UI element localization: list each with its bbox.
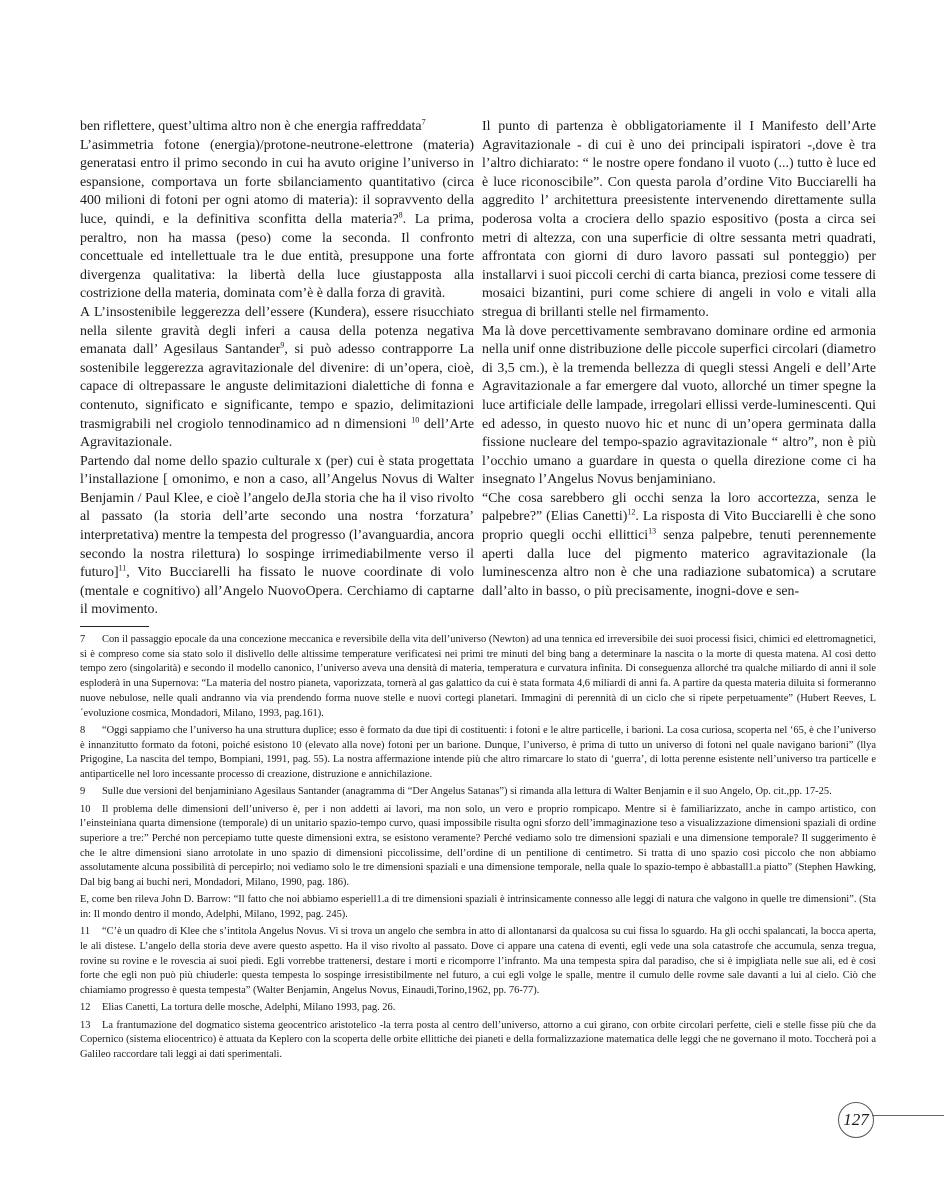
footnote: 10 Il problema delle dimensioni dell’universo è, per i non addetti ai lavori, ma non solo, un vero e proprio rompicapo. Mentre si è familiarizzato, anche in campo artistico, con l’einsteiniana quarta dimensione (temporale) di un unitario spazio-tempo curvo, quasi impossibile risulta ogni sforzo dell’immaginazione teso a visualizzazione dimensioni spaziali di ordine superiore a tre:” Perché non percepiamo tutte queste dimensioni extra, se esistono veramente? Perché vediamo solo tre dimensioni spaziali e una dimensione temporale? Il suggerimento è che le altre dimensioni siano arrotolate in uno spazio di dimensioni piccolissime, dell’ordine di un pentilione di centimetro. Si tratta di uno spazio così piccolo che non abbiamo assolutamente alcuna possibilità di percepirlo; noi vediamo solo le tre dimensioni spaziali e una dimensione temporale, nella quale lo spazio-tempo è abbastall1.a piatto” (Stephen Hawking, Dal big bang ai buchi neri, Mondadori, Milano, 1990, pag. 186).	[80, 803, 876, 889]
page-number-rule	[872, 1115, 944, 1116]
footnote-continuation: E, come ben rileva John D. Barrow: “Il fatto che noi abbiamo esperiell1.a di tre dimensioni spaziali è intrinsicamente connesso alle leggi di natura che valgono in quelle tre dimensioni”. (Sta in: Il mondo dentro il mondo, Adelphi, Milano, 1992, pag. 245).	[80, 894, 876, 921]
footnote-ref[interactable]: 11	[118, 563, 127, 573]
footnote-ref[interactable]: 7	[421, 117, 426, 127]
paragraph: ben riflettere, quest’ultima altro non è che energia raffreddata$^7$	[80, 117, 426, 134]
paragraph: Il punto di partenza è obbligatoriamente il I Manifesto dell’Arte Agravitazionale - di cui è uno dei principali ispiratori -,dove è tra l’altro dichiarato: “ le nostre opere fondano il vuoto (...) tutto è luce ed è luce riconoscibile”. Con questa parola d’ordine Vito Bucciarelli ha aggredito l’ architettura preesistente intervenendo direttamente sulla poderosa volta a crociera dello spazio espositivo (posta a circa sei metri di altezza, con una superficie di oltre sessanta metri quadrati, affrontata con giorni di duro lavoro passati sul ponteggio) per installarvi i suoi piccoli cerchi di carta bianca, preziosi come tessere di mosaici bizantini, puri come schiere di angeli in volo e vitali alla stregua di brillanti stelle nel firmamento.	[482, 119, 876, 320]
paragraph: “Che cosa sarebbero gli occhi senza la loro accortezza, senza le palpebre?” (Elias Canetti)$^{12}$. La risposta di Vito Bucciarelli è che sono proprio quegli occhi ellittici$^{13}$ senza palpebre, tenuti perennemente aperti dalla luce del pigmento materico agravitazionale (la luminescenza altro non è che una radiazione subatomica) a scrutare dall’alto in basso, o più precisamente, inogni-dove e sen-	[482, 490, 876, 599]
page-number-badge	[838, 1102, 874, 1138]
footnote-ref[interactable]: 13	[648, 526, 657, 536]
footnote-divider	[80, 626, 149, 627]
left-column	[80, 118, 474, 620]
paragraph: Ma là dove percettivamente sembravano dominare ordine ed armonia nella unif onne distribuzione delle piccole superfici circolari (diametro di 3,5 cm.), è la tremenda bellezza di quegli stessi Angeli e dell’Arte Agravitazionale a far emergere dal vuoto, allorché un timer spegne la luce artificiale delle lampade, irregolari ellissi verde-luminescenti. Qui ed adesso, in questo nuovo hic et nunc di un’opera germinata dalla fissione nucleare del tempo-spazio agravitazionale “ altro”, non è più l’occhio umano a guardare in questa o quella direzione come ci ha insegnato l’Angelus Novus benjaminiano.	[482, 323, 876, 488]
footnote-ref[interactable]: 8	[398, 210, 403, 220]
footnote-number: 10	[80, 803, 91, 815]
footnote-number: 9	[80, 786, 86, 798]
footnote: 9 Sulle due versioni del benjaminiano Agesilaus Santander (anagramma di “Der Angelus Satanas”) si rimanda alla lettura di Walter Benjamin e il suo Angelo, Op. cit.,pp. 17-25.	[80, 785, 876, 800]
paragraph: A L’insostenibile leggerezza dell’essere (Kundera), essere risucchiato nella silente gravità degli inferi a causa della potenza negativa emanata dall’ Agesilaus Santander$^9$, si può adesso contrapporre La sostenibile leggerezza agravitazionale del divenire: di un’opera, cioè, capace di oltrepassare le anguste delimitazioni dialettiche di fonna e contenuto, significato e significante, tempo e spazio, delimitazioni trasmigrabili nel crogiolo tennodinamico ad n dimensioni $^{10}$ dell’Arte Agravitazionale.	[80, 304, 474, 451]
footnotes	[80, 633, 876, 1065]
footnote: 11 “C’è un quadro di Klee che s’intitola Angelus Novus. Vi si trova un angelo che sembra in atto di allontanarsi da qualcosa su cui fissa lo sguardo. Ha gli occhi spalancati, la bocca aperta, le ali distese. L’angelo della storia deve avere questo aspetto. Ha il viso rivolto al passato. Dove ci appare una catena di eventi, egli vede una sola catastrofe che accumula, senza tregua, rovine su rovine e le rovescia ai suoi piedi. Egli vorrebbe trattenersi, destare i morti e ricomporre l’infranto. Ma una tempesta spira dal paradiso, che si è impigliata nelle sue ali, ed è così forte che egli non può più chiuderle: questa tempesta lo sospinge irresistibilmente nel futuro, a cui egli volge le spalle, mentre il cumulo delle rovme sale davanti a lui al cielo. Ciò che chiamiamo progresso è questa tempesta” (Walter Benjamin, Angelus Novus, Einaudi,Torino,1962, pp. 76-77).	[80, 926, 876, 997]
footnote: 8 “Oggi sappiamo che l’universo ha una struttura duplice; esso è formato da due tipi di costituenti: i fotoni e le altre particelle, i barioni. La cosa curiosa, scoperta nel ‘65, è che l’universo è innanzitutto formato da fotoni, poiché esistono 10 (elevato alla nove) fotoni per un barione. Dunque, l’universo, è prima di tutto un universo di fotoni nel quale navigano barioni” (llya Prigogine, La nascita del tempo, Bompiani, 1991, pag. 55). La nostra affermazione intende più che altro rimarcare lo stato di ‘guerra’, di lotta perenne esistente nell’universo tra particelle e antiparticelle nel loro incessante processo di creazione, distruzione e annichilazione.	[80, 724, 876, 780]
footnote-ref[interactable]: 12	[627, 507, 636, 517]
footnote-number: 13	[80, 1019, 91, 1031]
footnote-ref[interactable]: 9	[280, 340, 285, 350]
footnote: 12 Elias Canetti, La tortura delle mosche, Adelphi, Milano 1993, pag. 26.	[80, 1001, 876, 1016]
footnote: 13 La frantumazione del dogmatico sistema geocentrico aristotelico -la terra posta al centro dell’universo, attorno a cui girano, con orbite circolari perfette, cieli e stelle fisse più che da Copernico (sistema eliocentrico) è attuata da Keplero con la scoperta delle orbite ellittiche dei pianeti e della formalizzazione matematica delle leggi che ne governano il moto. Toccherà poi a Galileo raccordare tali leggi ai dati sperimentali.	[80, 1019, 876, 1061]
footnote: 7 Con il passaggio epocale da una concezione meccanica e reversibile della vita dell’universo (Newton) ad una tennica ed irreversibile dei suoi processi fisici, chimici ed elettromagnetici, si è compreso come sia stato solo il dislivello delle altissime temperature verificatesi nei primi tre minuti del bing bang a determinare la nascita o la morte di questa matena. Al così detto tempo zero (singolarità) e secondo il modello canonico, l’universo aveva una densità di materia, temperatura e curvatura infinita. Di conseguenza allorché tra qualche miliardo di anni il sole esploderà in una Supernova: “La materia del nostro pianeta, vaporizzata, tornerà al gas galattico da cui è stata formata 4,6 miliardi di anni fa. A partire da questa materia diluita si formeranno nuove nebulose, nelle quali andranno via via prendendo forma nuove stelle e nuovi cortegi planetari. Immagini di perennità di un ciclo che si ripete perpetuamente” (Hubert Reeves, L ´evoluzione cosmica, Mondadori, Milano, 1993, pag.161).	[80, 634, 876, 719]
footnote-ref[interactable]: 10	[411, 414, 420, 424]
footnote-number: 7	[80, 634, 86, 645]
page-number: 127	[843, 1110, 869, 1129]
right-column	[482, 118, 876, 601]
footnote-number: 11	[80, 926, 91, 938]
paragraph: L’asimmetria fotone (energia)/protone-neutrone-elettrone (materia) generatasi entro il primo secondo in cui ha avuto origine l’universo in espansione, comportava un forte sbilanciamento quantitativo (circa 400 milioni di fotoni per ogni atomo di materia): il sopravvento della luce, quindi, e la definitiva sconfitta della materia?$^8$. La prima, peraltro, non ha massa (peso) come la seconda. Il confronto concettuale ed intellettuale tra le due entità, presuppone una forte divergenza qualitativa: la libertà della luce giustapposta alla costrizione della materia, dominata com’è è dalla forza di gravità.	[80, 137, 474, 302]
footnote-number: 12	[80, 1002, 91, 1014]
footnote-number: 8	[80, 724, 86, 736]
paragraph: Partendo dal nome dello spazio culturale x (per) cui è stata progettata l’installazione [ omonimo, e non a caso, all’Angelus Novus di Walter Benjamin / Paul Klee, e cioè l’angelo deJla storia che ha il viso rivolto al passato (la storia dell’arte secondo una nostra ‘forzatura’ interpretativa) mentre la tempesta del progresso (l’avanguardia, ancora secondo la nostra rilettura) lo sospinge irrimediabilmente verso il futuro]$^{11}$, Vito Bucciarelli ha fissato le nuove coordinate di volo (mentale e cognitivo) all’Angelo NuovoOpera. Cerchiamo di captarne il movimento.	[80, 453, 474, 618]
